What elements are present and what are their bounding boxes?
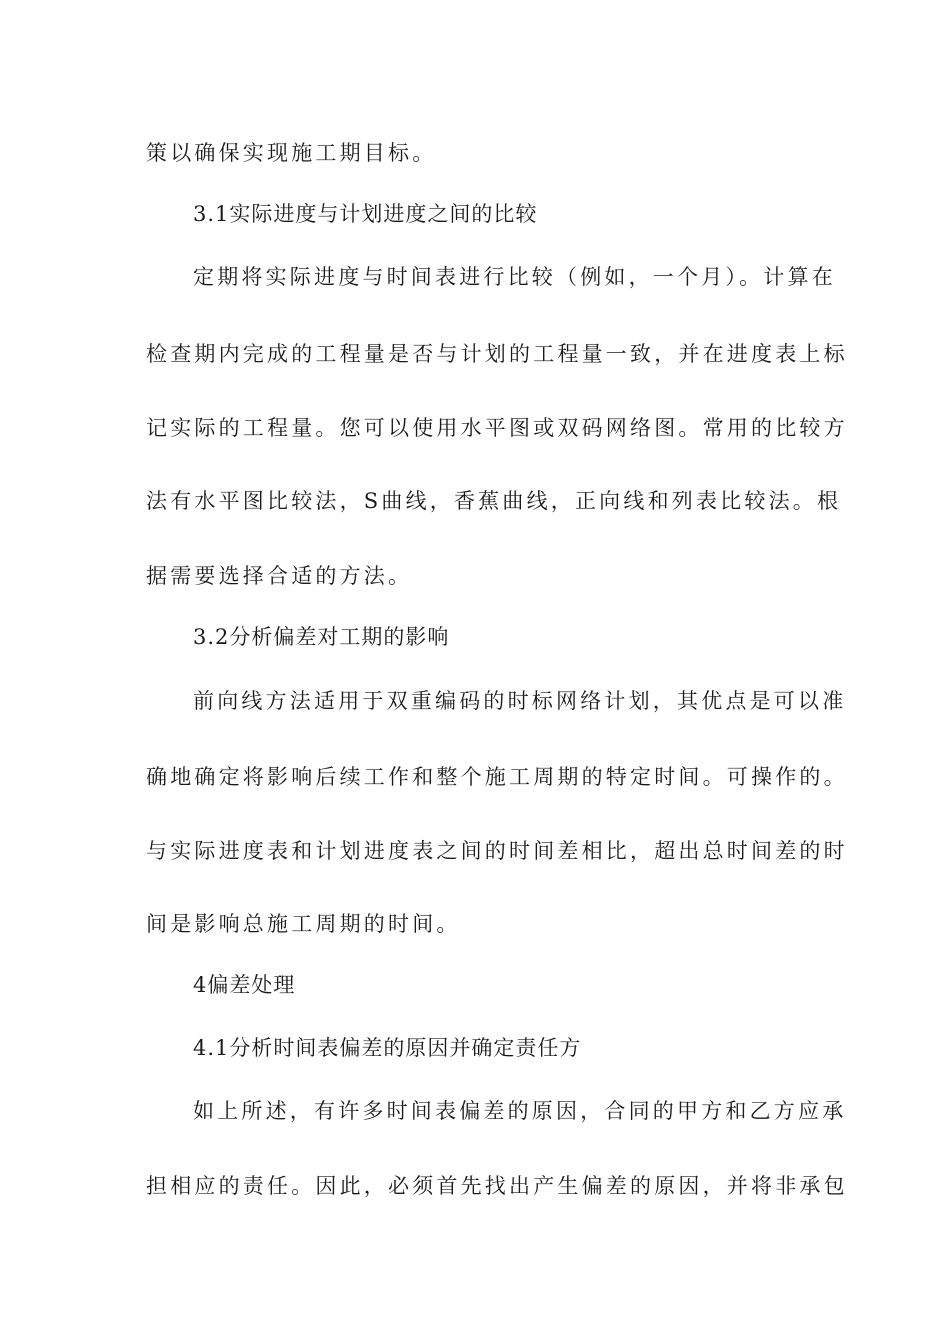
paragraph-line: 定期将实际进度与时间表进行比较（例如，一个月）。计算在 (193, 265, 836, 289)
paragraph-line: 据需要选择合适的方法。 (146, 564, 413, 588)
section-heading-3-2: 3.2分析偏差对工期的影响 (193, 625, 450, 649)
paragraph-line: 检查期内完成的工程量是否与计划的工程量一致，并在进度表上标 (146, 342, 848, 366)
paragraph-line: 间是影响总施工周期的时间。 (146, 912, 461, 936)
section-heading-4-1: 4.1分析时间表偏差的原因并确定责任方 (193, 1036, 582, 1060)
paragraph-line: 策以确保实现施工期目标。 (146, 141, 437, 165)
paragraph-line: 如上所述，有许多时间表偏差的原因，合同的甲方和乙方应承 (193, 1099, 847, 1123)
paragraph-line: 与实际进度表和计划进度表之间的时间差相比，超出总时间差的时 (146, 839, 848, 863)
paragraph-line: 记实际的工程量。您可以使用水平图或双码网络图。常用的比较方 (146, 416, 848, 440)
paragraph-line: 法有水平图比较法，S曲线，香蕉曲线，正向线和列表比较法。根 (146, 489, 842, 513)
paragraph-line: 前向线方法适用于双重编码的时标网络计划，其优点是可以准 (193, 689, 847, 713)
paragraph-line: 确地确定将影响后续工作和整个施工周期的特定时间。可操作的。 (146, 765, 848, 789)
section-heading-4: 4偏差处理 (193, 973, 296, 997)
section-heading-3-1: 3.1实际进度与计划进度之间的比较 (193, 202, 538, 226)
paragraph-line: 担相应的责任。因此，必须首先找出产生偏差的原因，并将非承包 (146, 1174, 848, 1198)
